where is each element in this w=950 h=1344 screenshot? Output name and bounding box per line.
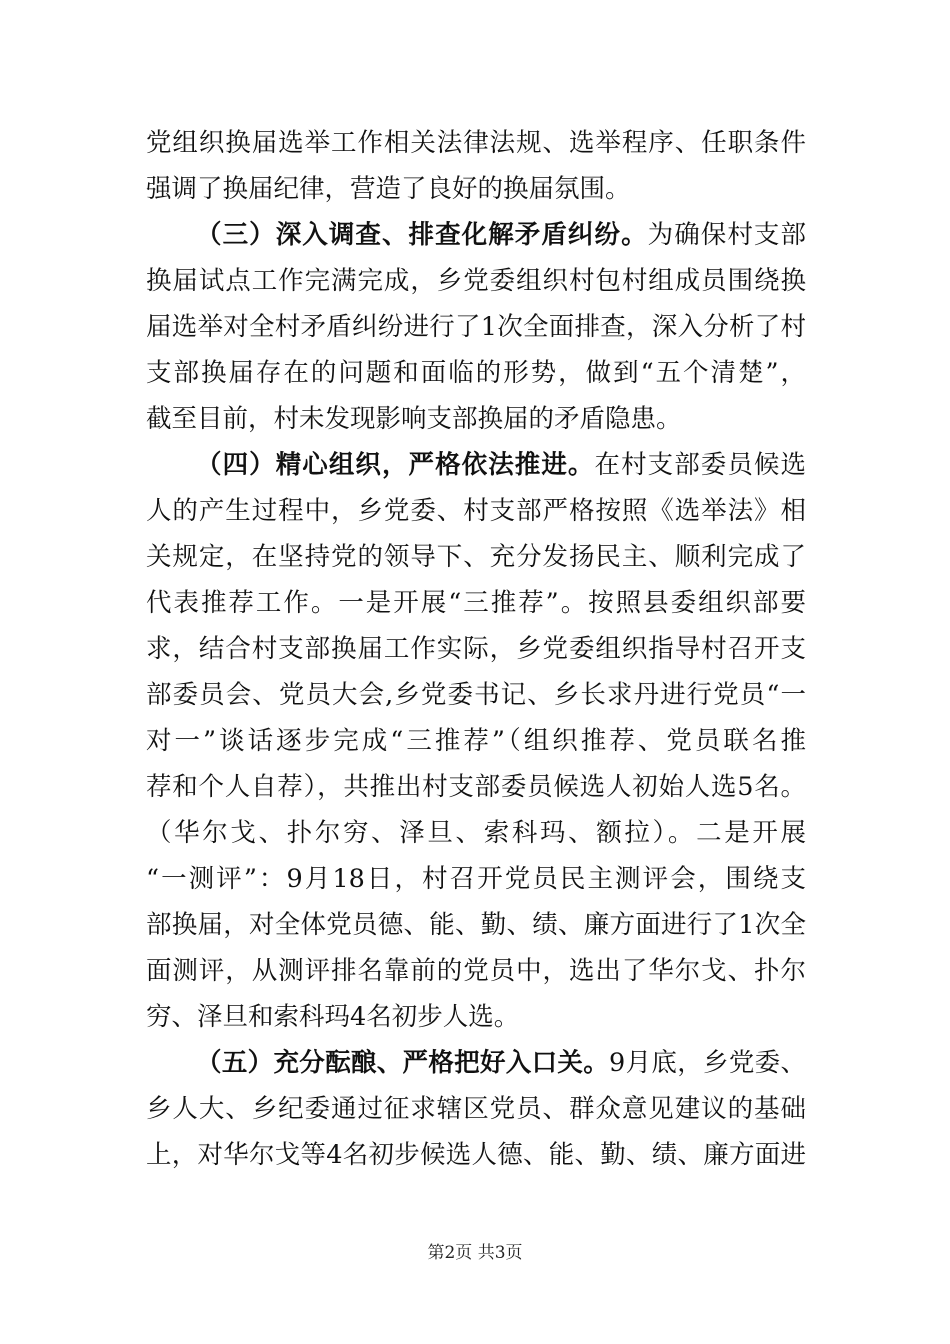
body-line: 部委员会、党员大会,乡党委书记、乡长求丹进行党员“一 bbox=[146, 680, 806, 710]
body-line: “一测评”：9月18日，村召开党员民主测评会，围绕支 bbox=[146, 864, 806, 894]
body-line: 党组织换届选举工作相关法律法规、选举程序、任职条件 bbox=[146, 128, 806, 158]
body-line: 上，对华尔戈等4名初步候选人德、能、勤、绩、廉方面进 bbox=[146, 1140, 806, 1170]
body-line: 对一”谈话逐步完成“三推荐”（组织推荐、党员联名推 bbox=[146, 726, 806, 756]
body-line: 届选举对全村矛盾纠纷进行了1次全面排查，深入分析了村 bbox=[146, 312, 806, 342]
body-line: 求，结合村支部换届工作实际，乡党委组织指导村召开支 bbox=[146, 634, 806, 664]
body-line: 代表推荐工作。一是开展“三推荐”。按照县委组织部要 bbox=[146, 588, 806, 618]
page-footer: 第2页 共3页 bbox=[427, 1243, 523, 1263]
section-heading: （五）充分酝酿、严格把好入口关。 bbox=[196, 1048, 610, 1078]
body-line: 截至目前，村未发现影响支部换届的矛盾隐患。 bbox=[146, 404, 682, 434]
body-line: （华尔戈、扑尔穷、泽旦、索科玛、额拉）。二是开展 bbox=[146, 818, 806, 848]
body-line: 荐和个人自荐），共推出村支部委员候选人初始人选5名。 bbox=[146, 772, 806, 802]
body-line: 面测评，从测评排名靠前的党员中，选出了华尔戈、扑尔 bbox=[146, 956, 806, 986]
body-line: 强调了换届纪律，营造了良好的换届氛围。 bbox=[146, 174, 631, 204]
body-line: 乡人大、乡纪委通过征求辖区党员、群众意见建议的基础 bbox=[146, 1094, 806, 1124]
body-line: 部换届，对全体党员德、能、勤、绩、廉方面进行了1次全 bbox=[146, 910, 806, 940]
section-heading: （三）深入调查、排查化解矛盾纠纷。 bbox=[196, 220, 648, 250]
section-heading-line: （四）精心组织，严格依法推进。在村支部委员候选 bbox=[196, 450, 806, 480]
section-heading: （四）精心组织，严格依法推进。 bbox=[196, 450, 595, 480]
section-heading-line: （三）深入调查、排查化解矛盾纠纷。为确保村支部 bbox=[196, 220, 806, 250]
body-line: 人的产生过程中，乡党委、村支部严格按照《选举法》相 bbox=[146, 496, 806, 526]
body-line: 换届试点工作完满完成，乡党委组织村包村组成员围绕换 bbox=[146, 266, 806, 296]
body-line: 支部换届存在的问题和面临的形势，做到“五个清楚”， bbox=[146, 358, 806, 388]
section-heading-line: （五）充分酝酿、严格把好入口关。9月底，乡党委、 bbox=[196, 1048, 806, 1078]
body-line: 关规定，在坚持党的领导下、充分发扬民主、顺利完成了 bbox=[146, 542, 806, 572]
body-line: 穷、泽旦和索科玛4名初步人选。 bbox=[146, 1002, 520, 1032]
